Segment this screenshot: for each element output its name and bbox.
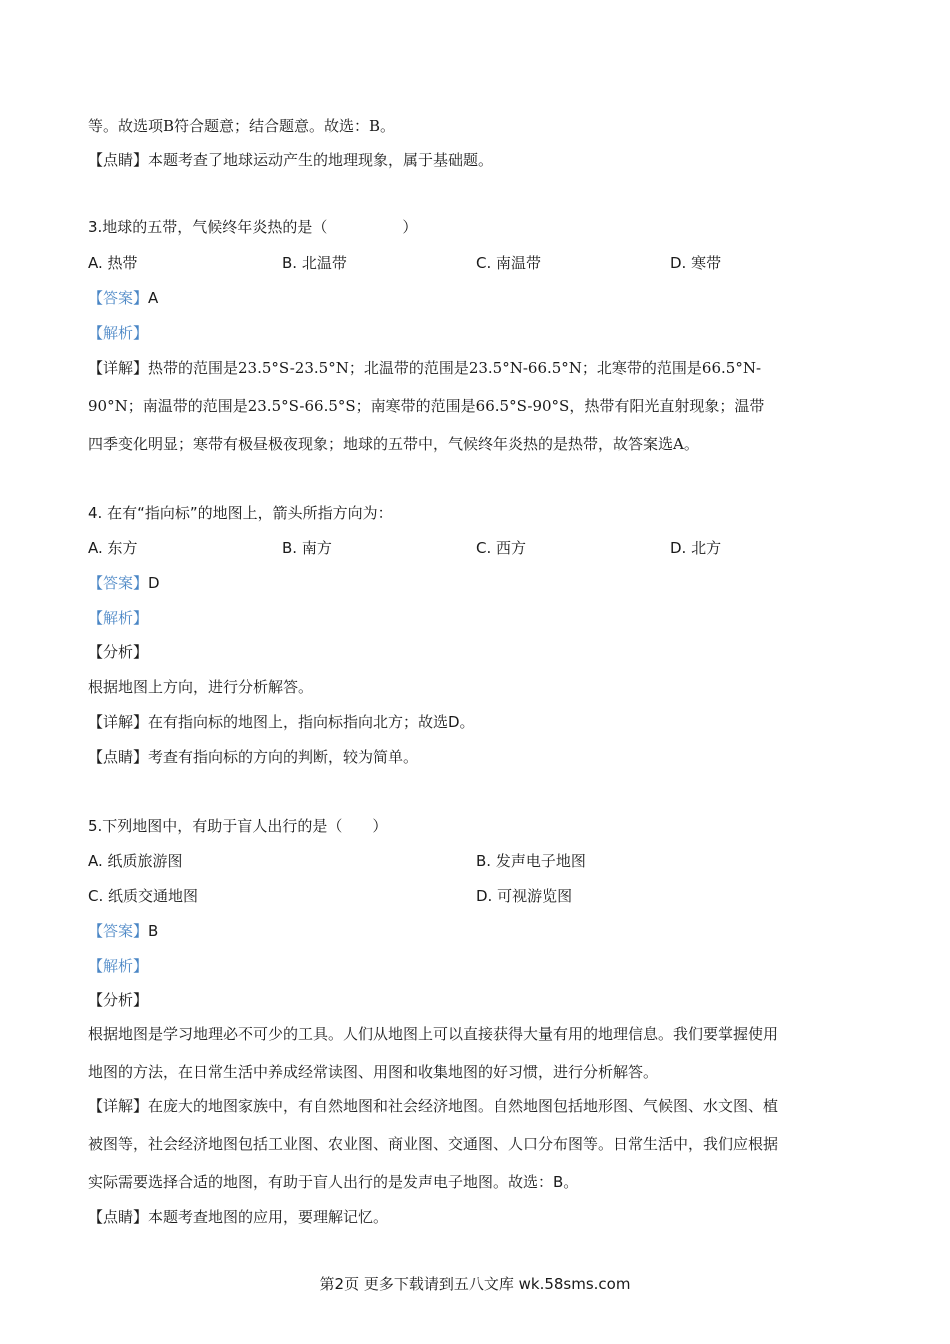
q4-fenxi-label: 【分析】	[88, 643, 149, 661]
answer-value: D	[148, 574, 160, 592]
q5-fenxi-label: 【分析】	[88, 991, 149, 1009]
question-5: 5.下列地图中，有助于盲人出行的是（ ）	[88, 817, 388, 835]
q5-dianjing: 【点睛】本题考查地图的应用，要理解记忆。	[88, 1208, 389, 1226]
q5-option-b: B. 发声电子地图	[476, 852, 586, 870]
answer-label: 【答案】	[88, 574, 149, 592]
q3-option-b: B. 北温带	[282, 254, 347, 272]
q3-option-a: A. 热带	[88, 254, 138, 272]
q5-answer	[88, 921, 868, 941]
q5-option-d: D. 可视游览图	[476, 887, 573, 905]
q4-dianjing: 【点睛】考查有指向标的方向的判断，较为简单。	[88, 748, 419, 766]
q5-fenxi-2: 地图的方法，在日常生活中养成经常读图、用图和收集地图的好习惯，进行分析解答。	[88, 1063, 659, 1081]
q4-option-d: D. 北方	[670, 539, 722, 557]
q3-answer	[88, 288, 868, 308]
q4-detail: 【详解】在有指向标的地图上，指向标指向北方；故选D。	[88, 713, 475, 731]
answer-value: B	[148, 922, 159, 940]
question-4: 4. 在有“指向标”的地图上，箭头所指方向为：	[88, 504, 393, 522]
question-3: 3.地球的五带，气候终年炎热的是（ ）	[88, 218, 418, 236]
q5-fenxi-1: 根据地图是学习地理必不可少的工具。人们从地图上可以直接获得大量有用的地理信息。我们要掌握使用	[88, 1025, 779, 1043]
q5-option-a: A. 纸质旅游图	[88, 852, 183, 870]
q5-option-c: C. 纸质交通地图	[88, 887, 199, 905]
q5-detail-2: 被图等，社会经济地图包括工业图、农业图、商业图、交通图、人口分布图等。日常生活中，我们应根据	[88, 1135, 779, 1153]
page-footer: 第2页 更多下载请到五八文库 wk.58sms.com	[319, 1275, 631, 1293]
q3-option-c: C. 南温带	[476, 254, 542, 272]
q3-detail-2: 90°N；南温带的范围是23.5°S-66.5°S；南寒带的范围是66.5°S-90°S，热带有阳光直射现象；温带	[88, 397, 765, 415]
answer-label: 【答案】	[88, 922, 149, 940]
q3-option-d: D. 寒带	[670, 254, 722, 272]
q3-detail-1: 【详解】热带的范围是23.5°S-23.5°N；北温带的范围是23.5°N-66.5°N；北寒带的范围是66.5°N-	[88, 359, 762, 377]
q3-analysis-label: 【解析】	[88, 324, 149, 342]
q4-option-c: C. 西方	[476, 539, 527, 557]
q4-analysis-label: 【解析】	[88, 609, 149, 627]
q5-detail-3: 实际需要选择合适的地图，有助于盲人出行的是发声电子地图。故选：B。	[88, 1173, 579, 1191]
q4-fenxi-text: 根据地图上方向，进行分析解答。	[88, 678, 314, 696]
text-line: 等。故选项B符合题意；结合题意。故选：B。	[88, 117, 396, 135]
answer-value: A	[148, 289, 159, 307]
q4-option-b: B. 南方	[282, 539, 332, 557]
answer-label: 【答案】	[88, 289, 149, 307]
q4-option-a: A. 东方	[88, 539, 138, 557]
q5-detail-1: 【详解】在庞大的地图家族中，有自然地图和社会经济地图。自然地图包括地形图、气候图、水文图、植	[88, 1097, 779, 1115]
q5-analysis-label: 【解析】	[88, 957, 149, 975]
q4-answer	[88, 573, 868, 593]
q3-detail-3: 四季变化明显；寒带有极昼极夜现象；地球的五带中，气候终年炎热的是热带，故答案选A。	[88, 435, 699, 453]
dianjing-line: 【点睛】本题考查了地球运动产生的地理现象，属于基础题。	[88, 151, 494, 169]
